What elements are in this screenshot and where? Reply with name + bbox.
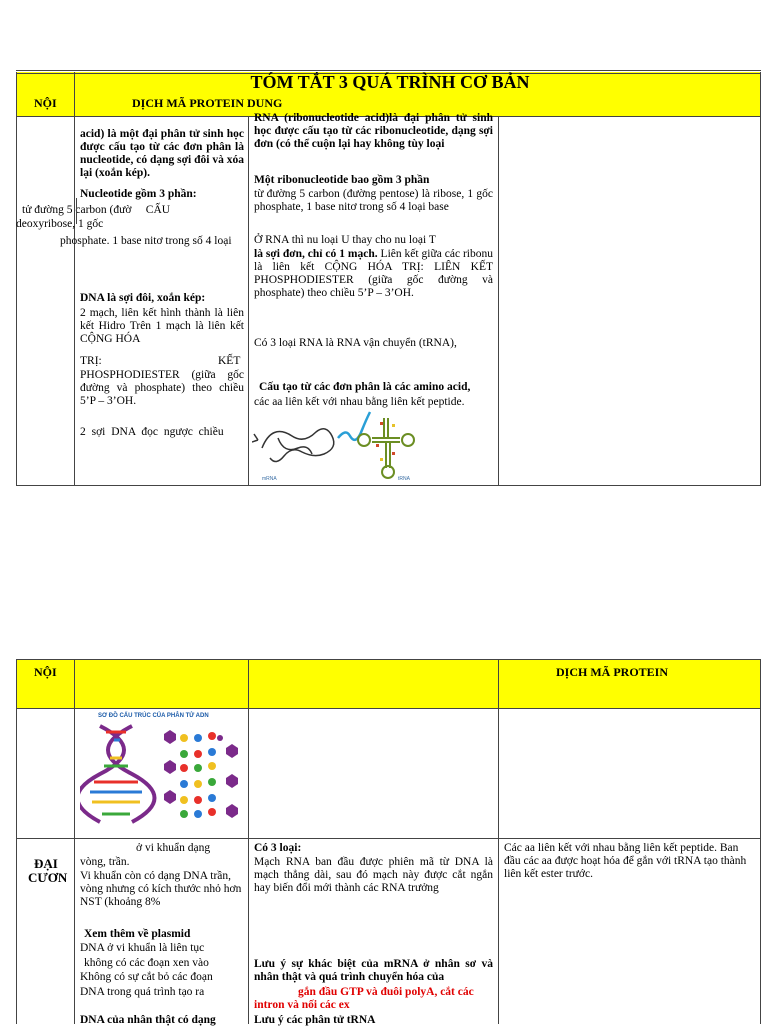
table2-header-col1: NỘI: [34, 665, 57, 679]
table1-col1-line3: phosphate. 1 base nitơ trong số 4 loại: [60, 235, 232, 247]
table1-col2-p2: 2 mạch, liên kết hình thành là liên kết Hidro Trên 1 mạch là liên kết CỘNG HÓA: [80, 307, 244, 345]
divider: [16, 659, 17, 1024]
rna-structure-figure: [252, 408, 420, 486]
divider: [16, 708, 761, 709]
table2-col2-l4-title: Xem thêm về plasmid: [84, 928, 191, 940]
table1-col3-p2-title: Một ribonucleotide bao gồm 3 phần: [254, 174, 430, 186]
table2-col2-l1: ở vi khuẩn dạng: [136, 842, 211, 854]
table1-col2-p2c: TRỊ:: [80, 355, 102, 367]
divider: [74, 659, 75, 1024]
table2-col2-l8: DNA trong quá trình tạo ra: [80, 986, 205, 998]
table1-col2-p2e: PHOSPHODIESTER (giữa gốc đường và phosphate) theo chiều 5’P – 3’OH.: [80, 369, 244, 407]
table2-col3-l1-title: Có 3 loại:: [254, 842, 302, 854]
table1-col3-p1: RNA (ribonucleotide acid)là đại phân tử sinh học được cấu tạo từ các ribonucleotide, dạng sợi đơn (có thể cuộn lại hay không tùy loại: [254, 112, 493, 150]
table1-col2-p1: acid) là một đại phân tử sinh học được cấu tạo từ các đơn phân là nucleotide, có dạng sợi đôi và xóa lại (xoắn kép).: [80, 128, 244, 179]
table2-col2-l5: DNA ở vi khuẩn là liên tục: [80, 942, 205, 954]
table1-title: TÓM TẮT 3 QUÁ TRÌNH CƠ BẢN: [250, 72, 530, 92]
overlap-caret: [76, 198, 77, 224]
table2-col3-l5-title: Lưu ý các phân tử tRNA: [254, 1014, 376, 1026]
divider: [248, 659, 249, 1024]
svg-text:tRNA: tRNA: [398, 476, 410, 482]
dna-structure-diagram: [80, 710, 244, 826]
divider: [498, 659, 499, 1024]
table1-col2-p1b: Nucleotide gồm 3 phần:: [80, 188, 197, 200]
table1-col3-p5: các aa liên kết với nhau bằng liên kết peptide.: [254, 396, 465, 408]
divider: [16, 70, 761, 71]
table2-col2-l3: Vi khuẩn còn có dạng DNA trần, vòng nhưng có kích thước nhỏ hơn NST (khoảng 8%: [80, 870, 242, 908]
table1-col2-p2d: KẾT: [218, 355, 241, 367]
table1-col3-p3c: Liên kết giữa các ribonu là liên kết CỘNG HÓA TRỊ: LIÊN KẾT PHOSPHODIESTER (giữa gốc đường và phosphate) theo chiều 5’P – 3’OH.: [254, 248, 493, 299]
table1-col3-p4: Có 3 loại RNA là RNA vận chuyển (tRNA),: [254, 337, 457, 349]
table2-rowlabel-2: CƯƠN: [28, 870, 68, 885]
table1-col1-line1: tử đường 5 carbon (đườ CẤU: [22, 204, 171, 216]
divider: [760, 659, 761, 1024]
table2-col3-l3-title: Lưu ý sự khác biệt của mRNA ở nhân sơ và nhân thật và quá trình chuyển hóa của: [254, 958, 493, 983]
table2-rowlabel-1: ĐẠI: [34, 856, 58, 871]
svg-text:mRNA: mRNA: [262, 476, 277, 482]
table1-col1-line2: deoxyribose, 1 gốc: [16, 218, 104, 230]
divider: [74, 72, 75, 486]
table1-header-col2: DỊCH MÃ PROTEIN DUNG: [132, 96, 283, 110]
divider: [248, 116, 249, 486]
divider: [16, 659, 761, 660]
table2-col2-l6: không có các đoạn xen vào: [84, 957, 209, 969]
divider: [760, 72, 761, 486]
table1-col3-p5-title: Cấu tạo từ các đơn phân là các amino acid,: [259, 381, 471, 393]
table2-header-col4: DỊCH MÃ PROTEIN: [556, 665, 669, 679]
dna-helix-illustration: [80, 720, 244, 828]
table2-col2-l7: Không có sự cắt bỏ các đoạn: [80, 971, 213, 983]
table1-col2-p3: 2 sợi DNA đọc ngược chiều: [80, 426, 224, 438]
table1-col2-p2-title: DNA là sợi đôi, xoắn kép:: [80, 292, 206, 304]
table1-col3-p3: [254, 248, 493, 300]
table1-col3-p3b: là sợi đơn, chỉ có 1 mạch.: [254, 248, 378, 260]
dna-diagram-title: SƠ ĐỒ CẤU TRÚC CỦA PHÂN TỬ ADN: [98, 713, 209, 719]
table1-col3-p2: từ đường 5 carbon (đường pentose) là ribose, 1 gốc phosphate, 1 base nitơ trong số 4 loại base: [254, 188, 493, 213]
table2-col2-l9-title: DNA của nhân thật có dạng: [80, 1014, 216, 1026]
table2-col3-l4-red: gắn đầu GTP và đuôi polyA, cắt các intron và nối các ex: [254, 986, 474, 1011]
table2-col4-l1: Các aa liên kết với nhau bằng liên kết peptide. Ban đầu các aa được hoạt hóa để gắn với tRNA tạo thành liên kết ester trước.: [504, 842, 747, 880]
table2-col3-l2: Mạch RNA ban đầu được phiên mã từ DNA là mạch thẳng dài, sau đó mạch này được cắt ngắn hay biến đổi mới thành các RNA trưởng: [254, 856, 493, 894]
divider: [16, 72, 17, 486]
table1-col3-p3a: Ở RNA thì nu loại U thay cho nu loại T: [254, 234, 436, 246]
table2-col2-l2: vòng, trần.: [80, 856, 130, 868]
table1-header-col1: NỘI: [34, 96, 57, 110]
divider: [498, 116, 499, 486]
divider: [16, 838, 761, 839]
